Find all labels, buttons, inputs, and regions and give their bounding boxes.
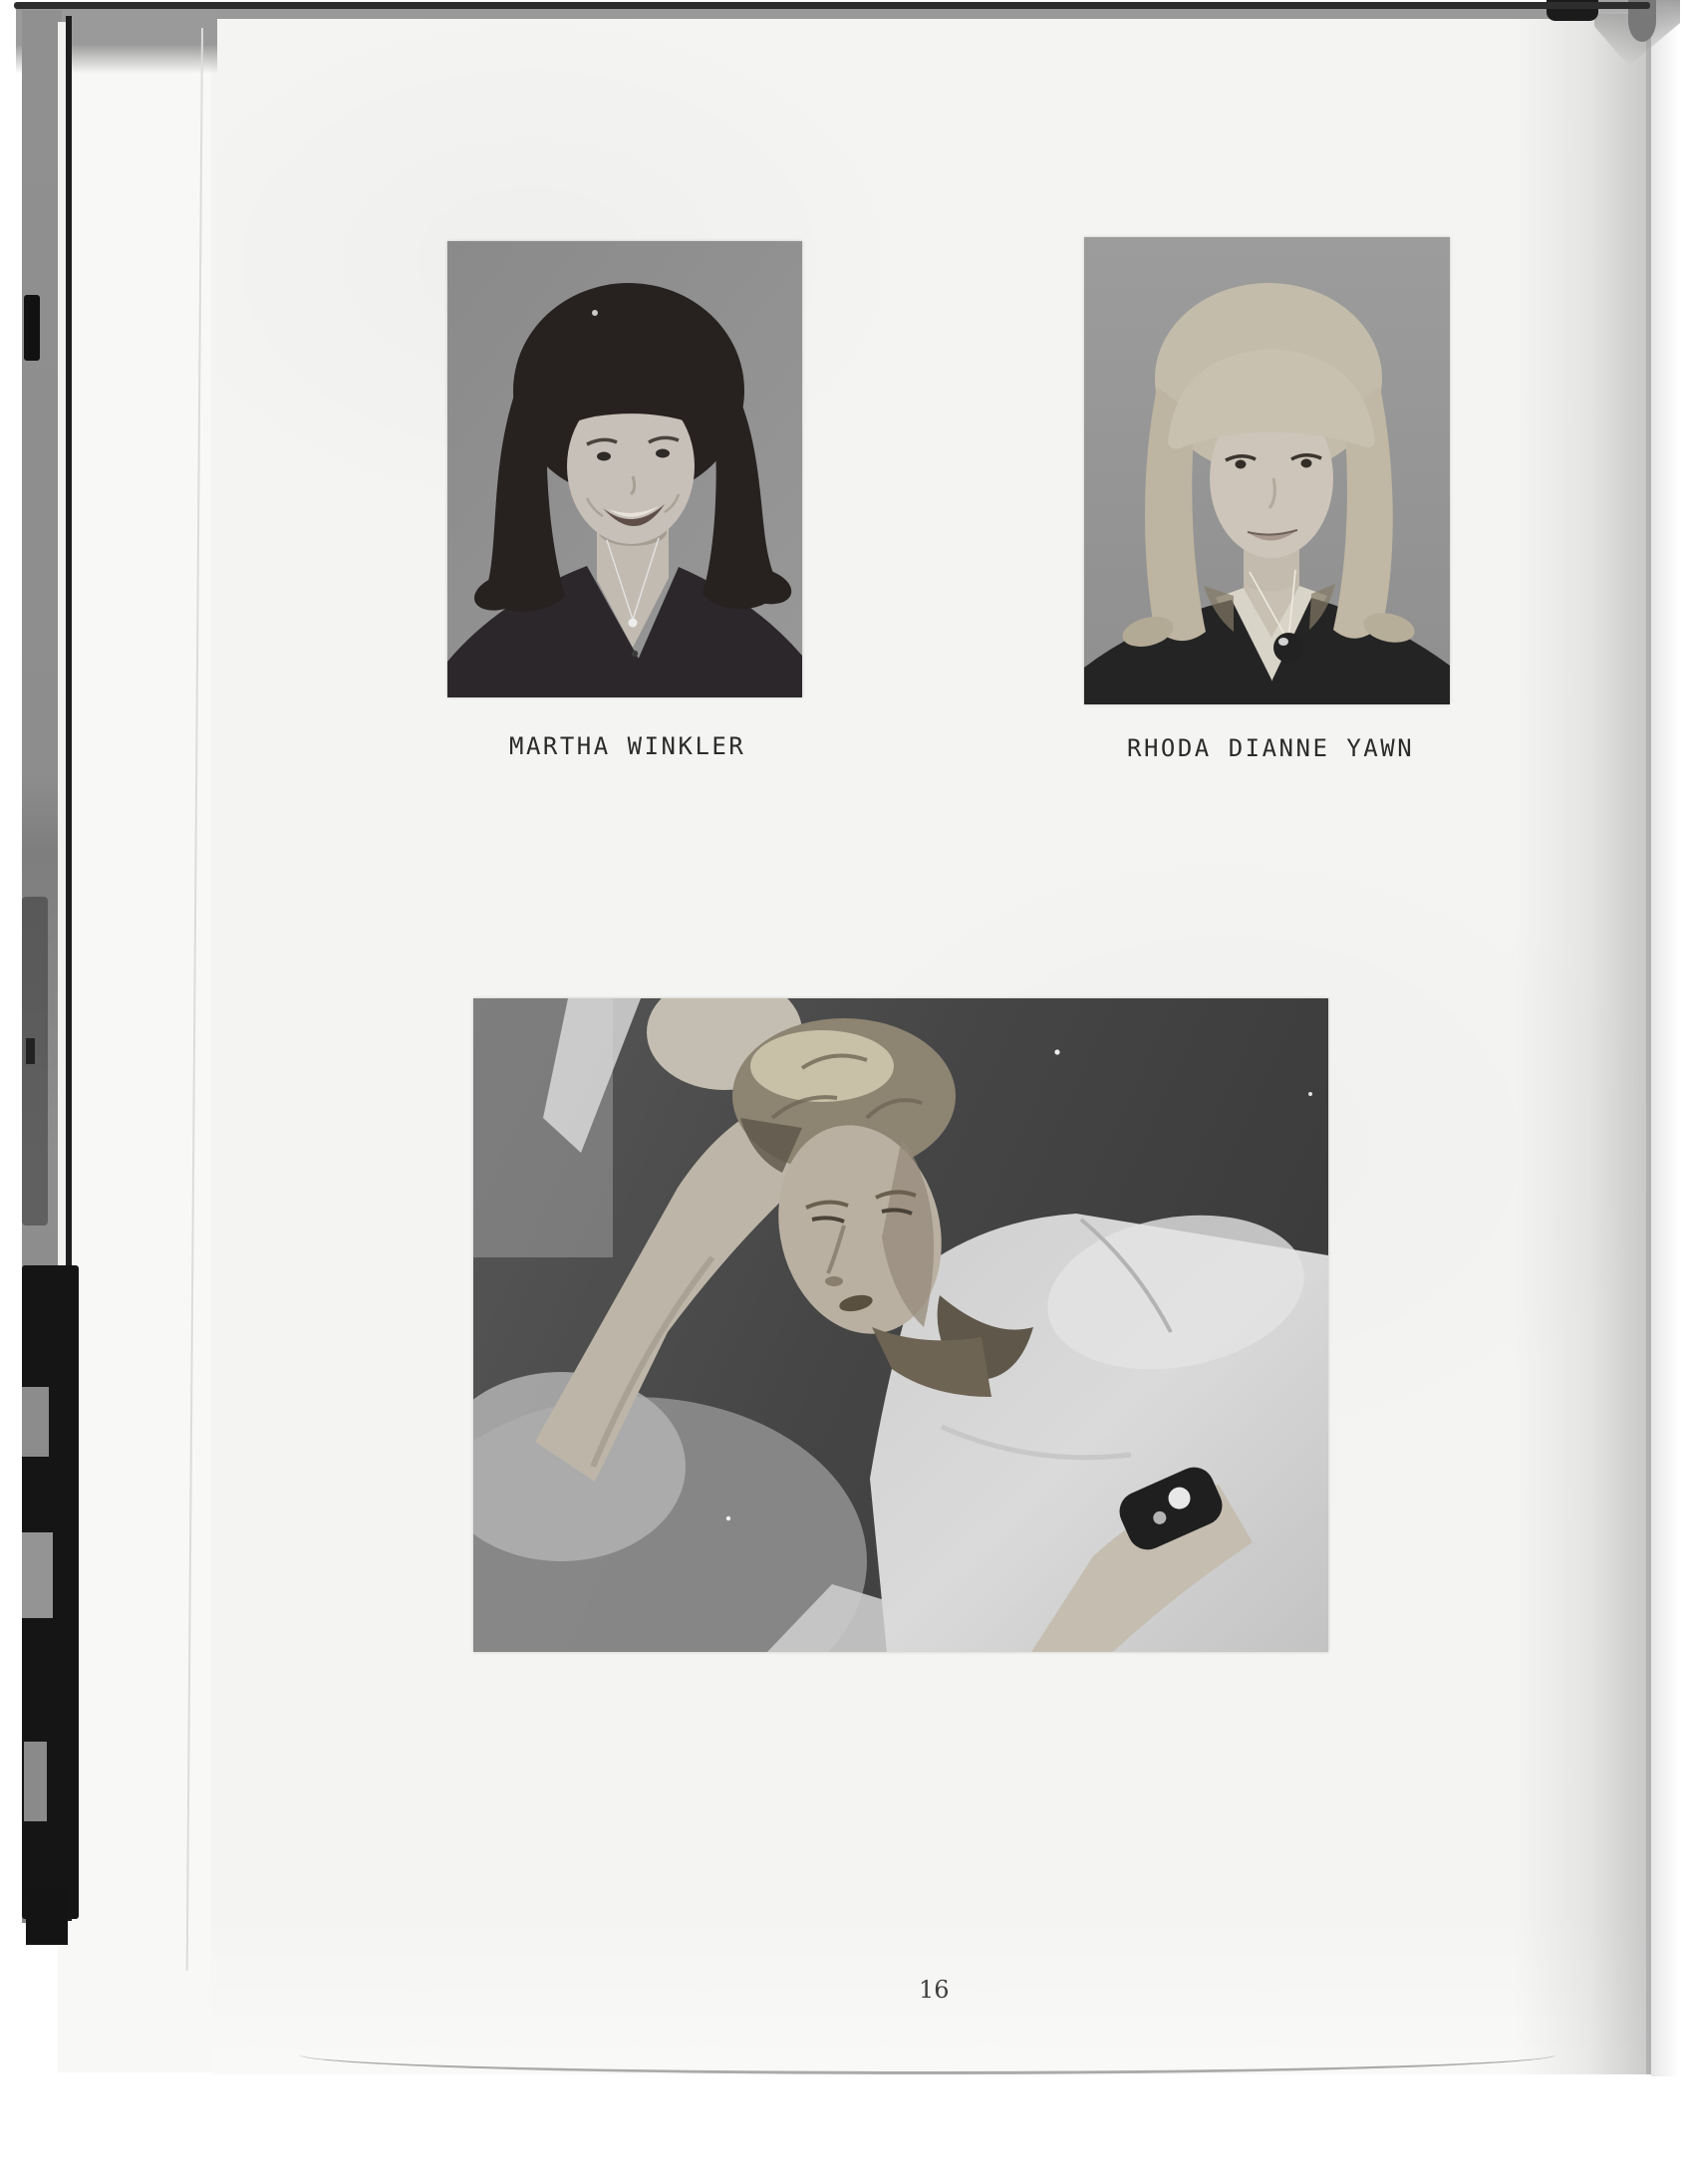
scan-top-black-line <box>14 2 1650 9</box>
page-number: 16 <box>919 1976 950 2004</box>
binding-black-patch <box>24 295 40 361</box>
under-page-edge <box>58 24 215 2072</box>
portrait-name-label: RHODA DIANNE YAWN <box>1127 734 1415 762</box>
portrait-illustration <box>447 241 802 697</box>
binding-black-tick <box>26 1038 35 1064</box>
candid-illustration <box>473 998 1328 1652</box>
binding-black-square <box>26 1889 68 1945</box>
portrait-photo-rhoda-dianne-yawn <box>1084 237 1450 704</box>
portrait-name-label: MARTHA WINKLER <box>509 732 746 760</box>
page-curl-shadow <box>1515 14 1648 2074</box>
portrait-illustration <box>1084 237 1450 704</box>
binding-bar-notch <box>22 1532 53 1618</box>
page-right-outer-margin <box>1651 10 1679 2076</box>
portrait-photo-martha-winkler <box>447 241 802 697</box>
binding-bar-notch <box>22 1387 49 1457</box>
candid-photo-reclining-student <box>473 998 1328 1652</box>
binding-bar-notch <box>24 1742 47 1821</box>
scan-top-gray-band <box>16 8 1554 19</box>
